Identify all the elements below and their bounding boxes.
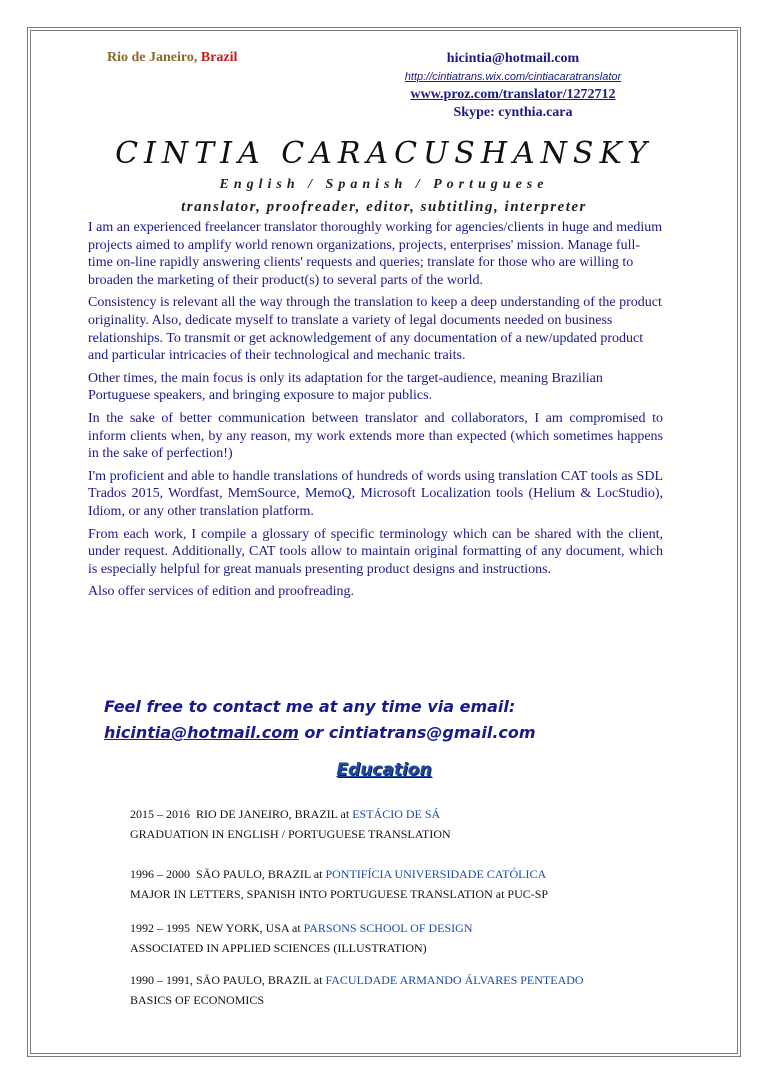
summary-section	[88, 219, 663, 606]
education-heading: Education	[336, 760, 432, 780]
edu-degree: GRADUATION IN ENGLISH / PORTUGUESE TRANSLATION	[130, 827, 451, 841]
edu-degree: ASSOCIATED IN APPLIED SCIENCES (ILLUSTRATION)	[130, 941, 427, 955]
summary-paragraph: I am an experienced freelancer translator thoroughly working for agencies/clients in huge and medium projects aimed to amplify world renown organizations, projects, enterprises' mission. Manage full-time on-line rapidly answering clients' requests and queries; translate for those who are willing to broaden the marketing of their product(s) to several parts of the world.	[88, 220, 663, 288]
edu-place: RIO DE JANEIRO, BRAZIL at	[196, 807, 350, 821]
skype-handle: Skype: cynthia.cara	[453, 105, 573, 120]
candidate-name: CINTIA CARACUSHANSKY	[115, 136, 653, 171]
education-entry	[130, 864, 548, 904]
edu-place: SÃO PAULO, BRAZIL at	[196, 973, 323, 987]
summary-paragraph: I'm proficient and able to handle translations of hundreds of words using translation CAT tools as SDL Trados 2015, Wordfast, MemSource, MemoQ, Microsoft Localization tools (Helium & LocStudio), Idiom, or any other translation platform.	[88, 468, 663, 519]
edu-place: NEW YORK, USA at	[196, 921, 301, 935]
edu-institution: PONTIFÍCIA UNIVERSIDADE CATÓLICA	[325, 867, 547, 881]
contact-call-to-action	[104, 694, 536, 746]
location	[107, 50, 237, 66]
edu-years: 1996 – 2000	[130, 867, 190, 881]
professional-roles: translator, proofreader, editor, subtitling, interpreter	[181, 199, 587, 215]
edu-years: 2015 – 2016	[130, 807, 190, 821]
secondary-email[interactable]: cintiatrans@gmail.com	[328, 723, 536, 742]
education-entry	[130, 918, 473, 958]
proz-link[interactable]: www.proz.com/translator/1272712	[410, 87, 616, 102]
location-city: Rio de Janeiro,	[107, 50, 198, 65]
cta-or: or	[298, 723, 329, 742]
summary-paragraph: Consistency is relevant all the way through the translation to keep a deep understanding of the product originality. Also, dedicate myself to translate a variety of legal documents needed on business relationships. To transmit or get acknowledgement of any documentation of a new/updated product and particular intricacies of their technological and mechanic traits.	[88, 295, 662, 364]
cta-emails	[104, 720, 536, 746]
edu-degree: BASICS OF ECONOMICS	[130, 993, 265, 1007]
edu-institution: FACULDADE ARMANDO ÁLVARES PENTEADO	[325, 973, 584, 987]
summary-paragraph: From each work, I compile a glossary of specific terminology which can be shared with the client, under request. Additionally, CAT tools allow to maintain original formatting of any document, which is especially helpful for great manuals presenting product designs and instructions.	[88, 526, 663, 577]
edu-years: 1992 – 1995	[130, 921, 190, 935]
summary-paragraph: Other times, the main focus is only its adaptation for the target-audience, meaning Brazilian Portuguese speakers, and bringing exposure to major publics.	[88, 370, 603, 404]
summary-paragraph: In the sake of better communication between translator and collaborators, I am compromised to inform clients when, by any reason, my work extends more than expected (which sometimes happens in the sake of perfection!)	[88, 410, 663, 462]
website-link[interactable]: http://cintiatrans.wix.com/cintiacaratranslator	[404, 71, 622, 83]
edu-institution: ESTÁCIO DE SÁ	[352, 807, 441, 821]
email-link[interactable]: hicintia@hotmail.com	[446, 51, 580, 66]
edu-institution: PARSONS SCHOOL OF DESIGN	[303, 921, 473, 935]
summary-paragraph: Also offer services of edition and proofreading.	[88, 584, 355, 600]
edu-degree: MAJOR IN LETTERS, SPANISH INTO PORTUGUESE TRANSLATION at PUC-SP	[130, 887, 549, 901]
location-country: Brazil	[200, 50, 238, 65]
cta-line: Feel free to contact me at any time via email:	[104, 697, 516, 716]
education-entry	[130, 970, 584, 1010]
education-entry	[130, 804, 451, 844]
primary-email-link[interactable]: hicintia@hotmail.com	[104, 723, 299, 742]
language-pairs: English / Spanish / Portuguese	[219, 177, 549, 192]
contact-block	[363, 50, 663, 122]
edu-years: 1990 – 1991,	[130, 973, 193, 987]
edu-place: SÃO PAULO, BRAZIL at	[196, 867, 323, 881]
